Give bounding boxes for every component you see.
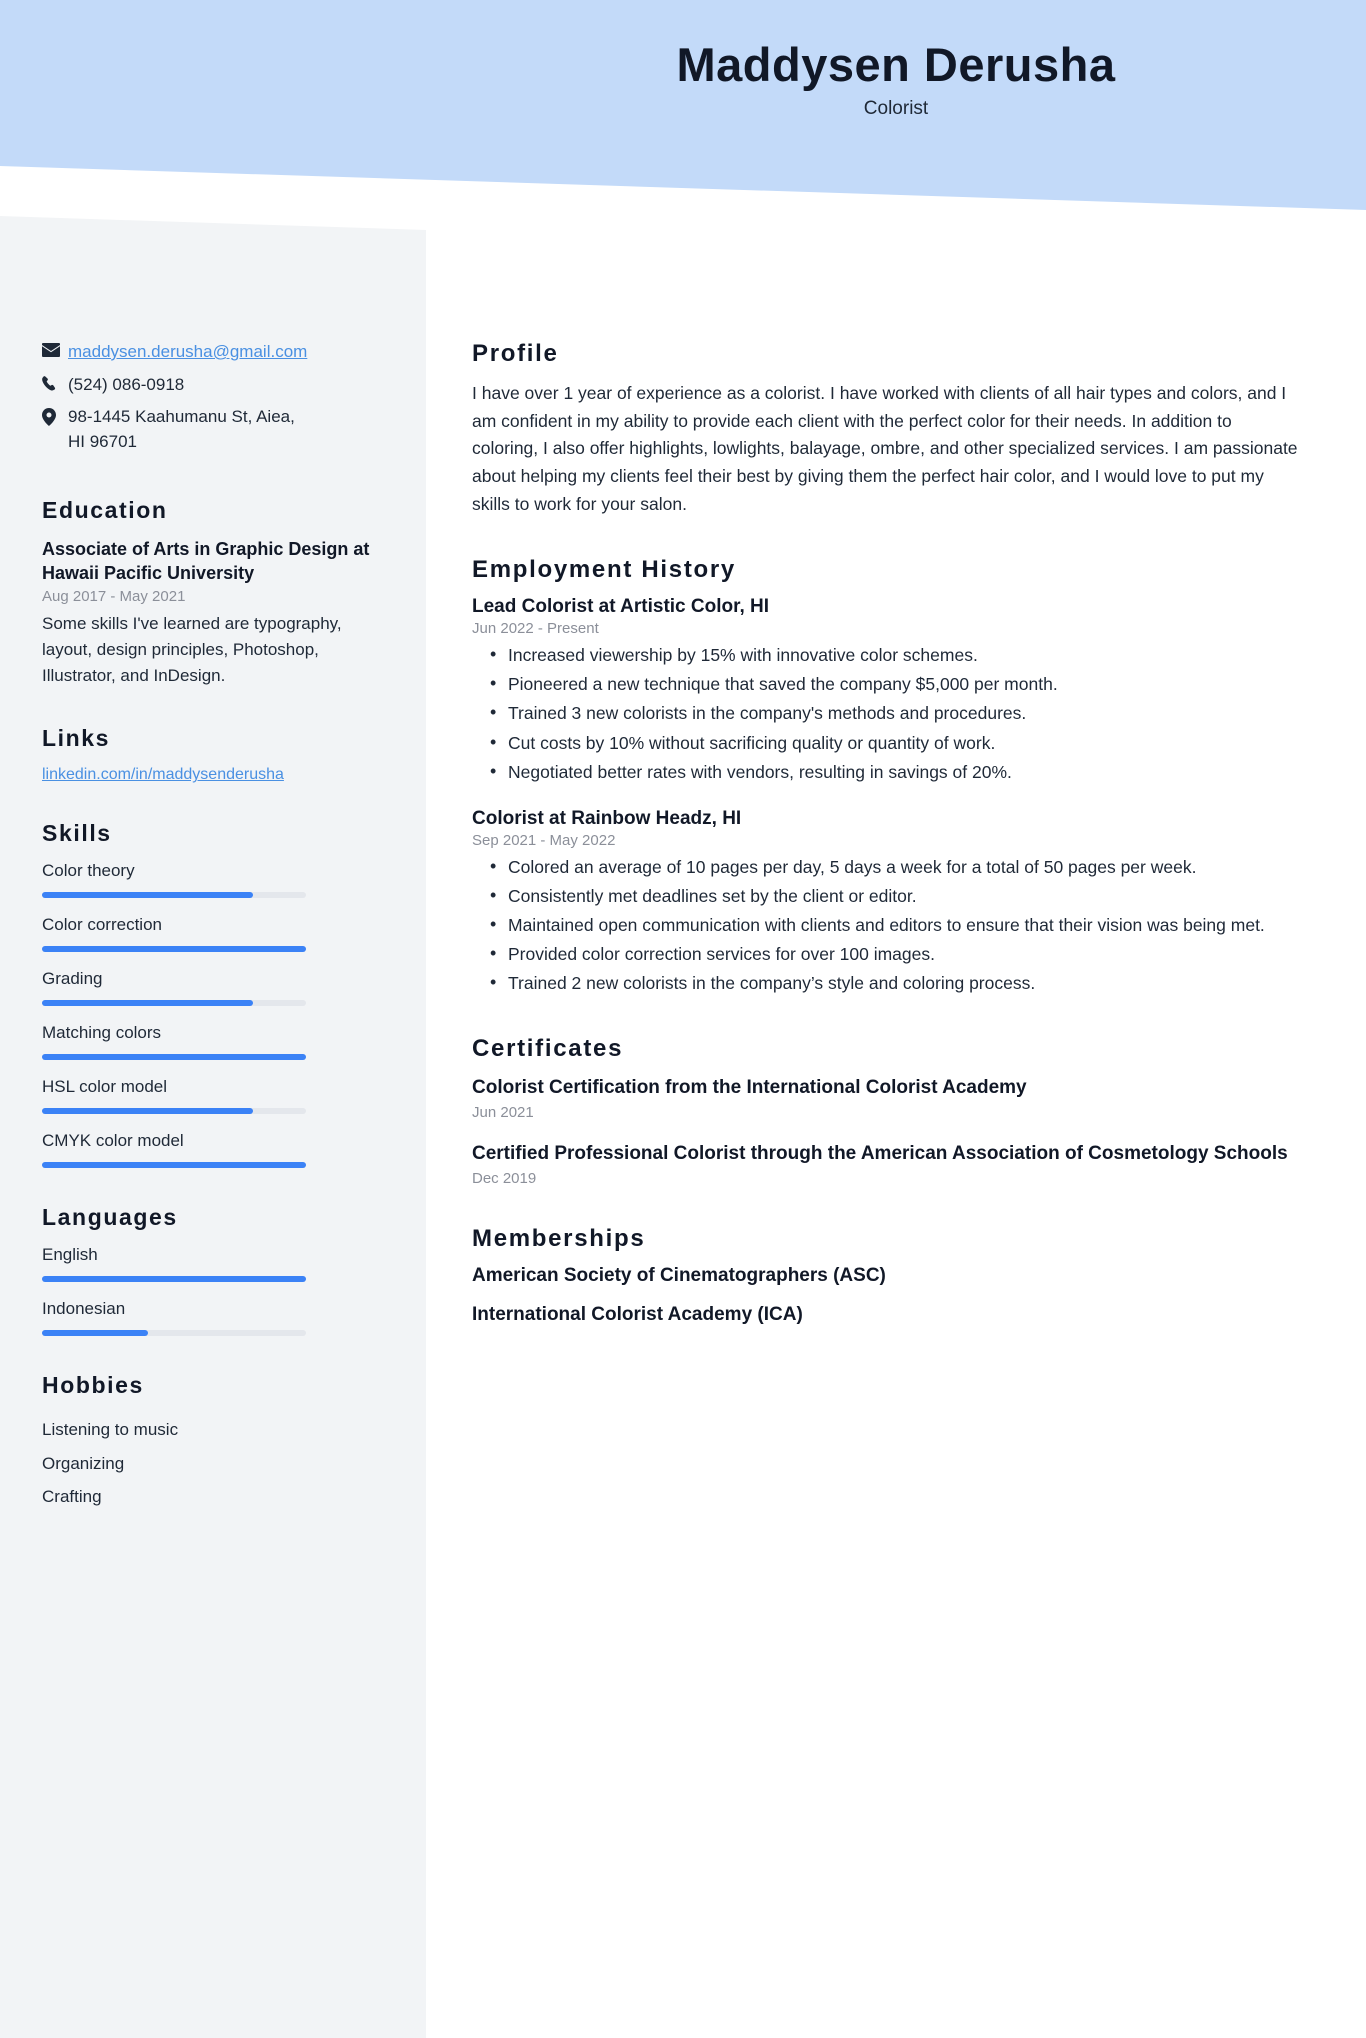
skill-item (42, 1077, 392, 1114)
contact-row-address (42, 405, 392, 454)
list-item: • Provided color correction services for over 100 images. (472, 941, 1300, 968)
skill-label: CMYK color model (42, 1131, 184, 1151)
list-item: • Pioneered a new technique that saved the company $5,000 per month. (472, 671, 1300, 698)
section-links (42, 725, 392, 784)
contact-row-email[interactable] (42, 340, 392, 365)
phone-icon (42, 373, 68, 393)
language-bar-fill (42, 1276, 306, 1282)
email-link[interactable]: maddysen.derusha@gmail.com (68, 342, 308, 361)
employment-heading: Employment History (472, 556, 736, 584)
section-employment-history (472, 556, 1300, 997)
address-line-2: HI 96701 (68, 431, 137, 451)
job-title: Lead Colorist at Artistic Color, HI (472, 596, 770, 618)
skill-bar-track (42, 1054, 306, 1060)
skill-bar-fill (42, 1000, 253, 1006)
memberships-heading: Memberships (472, 1224, 646, 1252)
employment-entry (472, 596, 1300, 786)
skill-bar-fill (42, 1054, 306, 1060)
skill-bar-track (42, 1108, 306, 1114)
language-bar-fill (42, 1330, 148, 1336)
job-title: Colorist at Rainbow Headz, HI (472, 807, 742, 829)
address-line-1: 98-1445 Kaahumanu St, Aiea, (68, 407, 295, 427)
links-heading: Links (42, 725, 111, 752)
contact-list (42, 340, 392, 455)
header-text-group (0, 38, 1366, 120)
list-item: • Increased viewership by 15% with innovative color schemes. (472, 642, 1300, 669)
hobby-item: Organizing (42, 1453, 125, 1473)
list-item: • Colored an average of 10 pages per day, 5 days a week for a total of 50 pages per week. (472, 854, 1300, 881)
section-certificates (472, 1035, 1300, 1186)
certificate-title: Colorist Certification from the International Colorist Academy (472, 1077, 1027, 1099)
skill-label: HSL color model (42, 1077, 168, 1097)
list-item: • Trained 3 new colorists in the company's methods and procedures. (472, 700, 1300, 727)
certificate-entry (472, 1141, 1300, 1187)
hobby-item: Crafting (42, 1486, 102, 1506)
main-content (426, 268, 1366, 2038)
linkedin-link[interactable]: linkedin.com/in/maddysenderusha (42, 766, 284, 784)
skill-bar-track (42, 892, 306, 898)
skill-label: Matching colors (42, 1023, 162, 1043)
language-label: Indonesian (42, 1299, 126, 1319)
education-description: Some skills I've learned are typography, layout, design principles, Photoshop, Illustrator, and InDesign. (42, 614, 342, 686)
language-item (42, 1245, 392, 1282)
membership-item: American Society of Cinematographers (ASC) (472, 1264, 886, 1286)
section-education (42, 497, 392, 690)
skill-item (42, 1023, 392, 1060)
section-skills (42, 820, 392, 1168)
skill-item (42, 915, 392, 952)
certificate-title: Certified Professional Colorist through the American Association of Cosmetology Schools (472, 1143, 1288, 1165)
certificate-date: Dec 2019 (472, 1169, 537, 1187)
section-memberships (472, 1225, 1300, 1326)
list-item[interactable] (42, 766, 392, 784)
education-date: Aug 2017 - May 2021 (42, 588, 186, 606)
job-date: Jun 2022 - Present (472, 620, 599, 638)
skills-heading: Skills (42, 820, 112, 847)
skill-bar-track (42, 1000, 306, 1006)
profile-text: I have over 1 year of experience as a colorist. I have worked with clients of all hair types and colors, and I am confident in my ability to provide each client with the perfect color for their needs. In addition to coloring, I also offer highlights, lowlights, balayage, ombre, and other specialized services. I am passionate about helping my clients feel their best by giving them the perfect hair color, and I would love to put my skills to work for your salon. (472, 383, 1298, 514)
skill-bar-track (42, 1162, 306, 1168)
skill-bar-fill (42, 946, 306, 952)
membership-item: International Colorist Academy (ICA) (472, 1303, 803, 1325)
skill-item (42, 861, 392, 898)
language-bar-track (42, 1330, 306, 1336)
hobbies-heading: Hobbies (42, 1372, 144, 1399)
list-item: • Cut costs by 10% without sacrificing quality or quantity of work. (472, 730, 1300, 757)
education-title: Associate of Arts in Graphic Design at Hawaii Pacific University (42, 538, 370, 583)
phone-value: (524) 086-0918 (68, 374, 185, 394)
profile-heading: Profile (472, 340, 559, 367)
job-bullet-list (472, 854, 1300, 998)
email-value[interactable] (68, 340, 392, 365)
skill-item (42, 969, 392, 1006)
resume-body (0, 268, 1366, 2038)
list-item: • Trained 2 new colorists in the company’s style and coloring process. (472, 970, 1300, 997)
skill-bar-fill (42, 892, 253, 898)
section-languages (42, 1204, 392, 1336)
list-item: • Consistently met deadlines set by the client or editor. (472, 883, 1300, 910)
certificate-entry (472, 1075, 1300, 1121)
skill-item (42, 1131, 392, 1168)
job-bullet-list (472, 642, 1300, 786)
skill-label: Grading (42, 969, 103, 989)
language-label: English (42, 1245, 98, 1265)
skill-bar-track (42, 946, 306, 952)
list-item: • Negotiated better rates with vendors, resulting in savings of 20%. (472, 759, 1300, 786)
skill-label: Color correction (42, 915, 162, 935)
certificates-heading: Certificates (472, 1035, 624, 1063)
skill-bar-fill (42, 1162, 306, 1168)
hobby-item: Listening to music (42, 1420, 179, 1440)
page-title: Maddysen Derusha (676, 38, 1116, 91)
section-profile (472, 340, 1300, 518)
skill-bar-fill (42, 1108, 253, 1114)
section-hobbies (42, 1372, 392, 1512)
sidebar (0, 268, 426, 2038)
languages-heading: Languages (42, 1204, 178, 1231)
contact-row-phone (42, 373, 392, 398)
map-pin-icon (42, 405, 68, 426)
education-entry (42, 538, 392, 690)
skill-label: Color theory (42, 861, 135, 881)
employment-entry (472, 808, 1300, 998)
job-role-subtitle: Colorist (863, 98, 929, 120)
language-item (42, 1299, 392, 1336)
envelope-icon (42, 340, 68, 357)
certificate-date: Jun 2021 (472, 1104, 534, 1122)
job-date: Sep 2021 - May 2022 (472, 831, 616, 849)
list-item: • Maintained open communication with clients and editors to ensure that their vision was being met. (472, 912, 1300, 939)
language-bar-track (42, 1276, 306, 1282)
address-value (68, 405, 392, 454)
education-heading: Education (42, 496, 168, 523)
